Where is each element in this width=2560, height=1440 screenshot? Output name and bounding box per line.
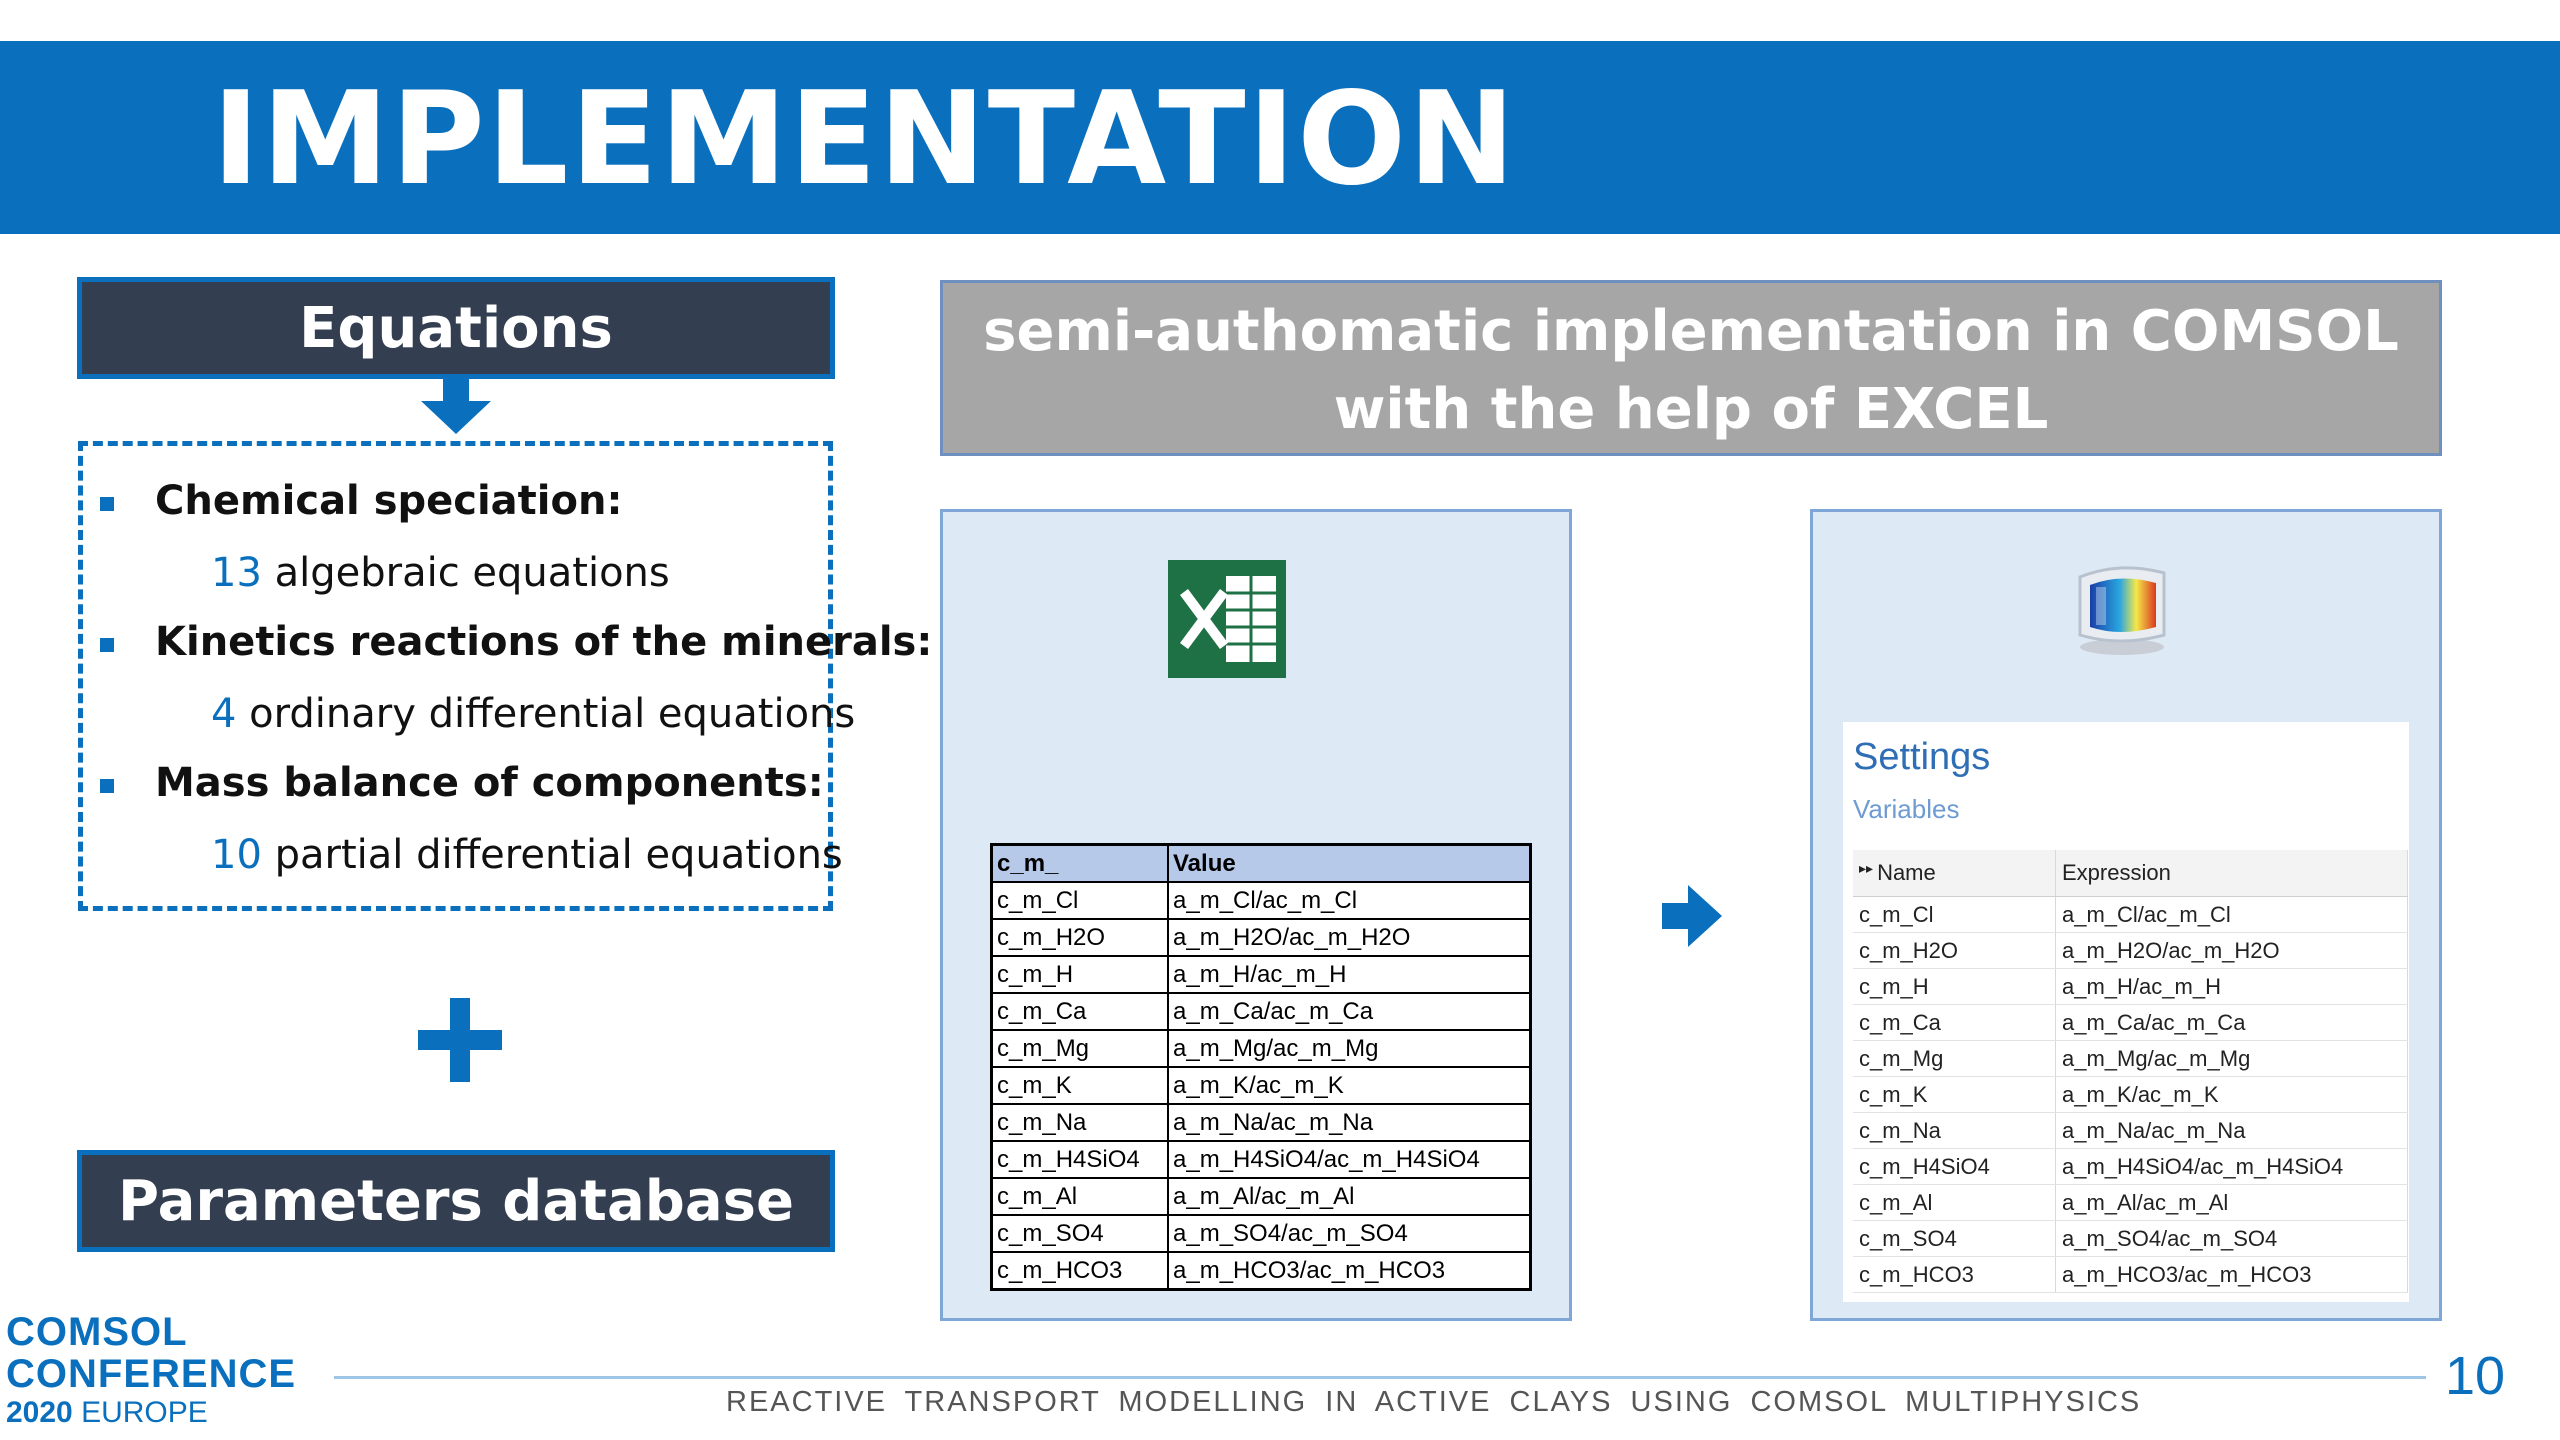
bullet-heading: Kinetics reactions of the minerals: (155, 619, 933, 665)
cell: a_m_H2O/ac_m_H2O (1168, 919, 1531, 956)
cell: c_m_H4SiO4 (992, 1141, 1169, 1178)
table-row[interactable] (1853, 1113, 2408, 1149)
logo-region: EUROPE (72, 1396, 208, 1429)
cell: a_m_HCO3/ac_m_HCO3 (1168, 1252, 1531, 1290)
plus-icon (410, 990, 510, 1090)
column-header-expression[interactable]: Expression (2056, 850, 2408, 897)
cell[interactable]: a_m_HCO3/ac_m_HCO3 (2056, 1257, 2408, 1293)
equation-count: 4 (211, 691, 237, 737)
cell: c_m_HCO3 (992, 1252, 1169, 1290)
logo-conference: CONFERENCE (6, 1352, 297, 1396)
parameters-database-box (77, 1150, 835, 1252)
table-row (992, 1215, 1531, 1252)
table-row (992, 1104, 1531, 1141)
logo-year: 2020 (6, 1396, 73, 1429)
bullet-heading: Mass balance of components: (155, 760, 824, 806)
bullet-heading: Chemical speciation: (155, 478, 623, 524)
table-row (992, 956, 1531, 993)
cell: a_m_Ca/ac_m_Ca (1168, 993, 1531, 1030)
equations-label: Equations (299, 295, 613, 361)
cell[interactable]: c_m_Ca (1853, 1005, 2056, 1041)
variables-table (1853, 850, 2408, 1293)
table-row[interactable] (1853, 1077, 2408, 1113)
cell: c_m_SO4 (992, 1215, 1169, 1252)
logo-year-region (6, 1396, 208, 1430)
cell[interactable]: a_m_K/ac_m_K (2056, 1077, 2408, 1113)
cell[interactable]: a_m_Mg/ac_m_Mg (2056, 1041, 2408, 1077)
bullet-detail (211, 550, 670, 596)
equation-desc: algebraic equations (261, 550, 670, 596)
cell: a_m_SO4/ac_m_SO4 (1168, 1215, 1531, 1252)
cell[interactable]: a_m_Al/ac_m_Al (2056, 1185, 2408, 1221)
comsol-icon (2060, 555, 2180, 665)
cell[interactable]: a_m_Ca/ac_m_Ca (2056, 1005, 2408, 1041)
excel-icon (1168, 560, 1286, 678)
equation-desc: ordinary differential equations (236, 691, 856, 737)
cell[interactable]: c_m_Na (1853, 1113, 2056, 1149)
cell[interactable]: c_m_Mg (1853, 1041, 2056, 1077)
equation-count: 10 (211, 832, 262, 878)
equation-count: 13 (211, 550, 262, 596)
column-header-label: Name (1877, 860, 1936, 885)
bullet-square (100, 497, 114, 511)
cell: c_m_H2O (992, 919, 1169, 956)
cell[interactable]: a_m_SO4/ac_m_SO4 (2056, 1221, 2408, 1257)
table-row (992, 919, 1531, 956)
bullet-detail (211, 691, 855, 737)
cell: a_m_Al/ac_m_Al (1168, 1178, 1531, 1215)
column-header: Value (1168, 845, 1531, 883)
variables-label: Variables (1853, 794, 1960, 824)
cell[interactable]: a_m_H4SiO4/ac_m_H4SiO4 (2056, 1149, 2408, 1185)
cell[interactable]: c_m_H2O (1853, 933, 2056, 969)
table-row[interactable] (1853, 1257, 2408, 1293)
cell: c_m_Cl (992, 882, 1169, 919)
arrow-down-icon (421, 379, 491, 434)
cell: a_m_K/ac_m_K (1168, 1067, 1531, 1104)
table-row[interactable] (1853, 1185, 2408, 1221)
table-row[interactable] (1853, 1221, 2408, 1257)
bullet-square (100, 779, 114, 793)
footer-caption: REACTIVE TRANSPORT MODELLING IN ACTIVE CLAYS USING COMSOL MULTIPHYSICS (726, 1386, 2142, 1418)
cell: c_m_Al (992, 1178, 1169, 1215)
arrow-right-icon (1662, 885, 1722, 947)
table-row (992, 1178, 1531, 1215)
footer-divider (334, 1376, 2426, 1379)
excel-table (990, 843, 1532, 1291)
table-row (992, 1067, 1531, 1104)
cell: c_m_Mg (992, 1030, 1169, 1067)
table-row[interactable] (1853, 969, 2408, 1005)
equations-box (77, 277, 835, 379)
parameters-label: Parameters database (118, 1168, 794, 1234)
cell[interactable]: a_m_H/ac_m_H (2056, 969, 2408, 1005)
table-row (992, 1252, 1531, 1290)
cell: a_m_Cl/ac_m_Cl (1168, 882, 1531, 919)
expand-icon[interactable]: ▸▸ (1859, 860, 1874, 876)
column-header: c_m_ (992, 845, 1169, 883)
logo-comsol: COMSOL (6, 1310, 188, 1354)
settings-title: Settings (1853, 736, 1991, 778)
bullet-square (100, 638, 114, 652)
header-line-1: semi-authomatic implementation in COMSOL (983, 299, 2399, 364)
cell[interactable]: c_m_K (1853, 1077, 2056, 1113)
table-header-row (992, 845, 1531, 883)
page-number: 10 (2445, 1346, 2506, 1406)
cell[interactable]: c_m_HCO3 (1853, 1257, 2056, 1293)
table-row[interactable] (1853, 897, 2408, 933)
table-row[interactable] (1853, 1005, 2408, 1041)
cell: a_m_H/ac_m_H (1168, 956, 1531, 993)
equation-desc: partial differential equations (261, 832, 843, 878)
cell[interactable]: a_m_Na/ac_m_Na (2056, 1113, 2408, 1149)
cell[interactable]: c_m_Al (1853, 1185, 2056, 1221)
cell[interactable]: c_m_H (1853, 969, 2056, 1005)
cell: c_m_Na (992, 1104, 1169, 1141)
cell: a_m_Na/ac_m_Na (1168, 1104, 1531, 1141)
table-row (992, 1030, 1531, 1067)
table-row (992, 993, 1531, 1030)
cell[interactable]: c_m_H4SiO4 (1853, 1149, 2056, 1185)
table-row (992, 882, 1531, 919)
cell: a_m_Mg/ac_m_Mg (1168, 1030, 1531, 1067)
cell: c_m_K (992, 1067, 1169, 1104)
cell[interactable]: c_m_SO4 (1853, 1221, 2056, 1257)
cell[interactable]: a_m_H2O/ac_m_H2O (2056, 933, 2408, 969)
cell: c_m_Ca (992, 993, 1169, 1030)
column-header-name[interactable] (1853, 850, 2056, 897)
implementation-header (940, 280, 2442, 456)
cell[interactable]: a_m_Cl/ac_m_Cl (2056, 897, 2408, 933)
excel-sheet-shape (1226, 576, 1276, 662)
table-row[interactable] (1853, 1041, 2408, 1077)
table-row[interactable] (1853, 1149, 2408, 1185)
table-header-row (1853, 850, 2408, 897)
cell[interactable]: c_m_Cl (1853, 897, 2056, 933)
cell: c_m_H (992, 956, 1169, 993)
table-row (992, 1141, 1531, 1178)
slide-title: IMPLEMENTATION (212, 65, 1518, 214)
header-line-2: with the help of EXCEL (1333, 377, 2049, 442)
bullet-detail (211, 832, 843, 878)
cell: a_m_H4SiO4/ac_m_H4SiO4 (1168, 1141, 1531, 1178)
table-row[interactable] (1853, 933, 2408, 969)
